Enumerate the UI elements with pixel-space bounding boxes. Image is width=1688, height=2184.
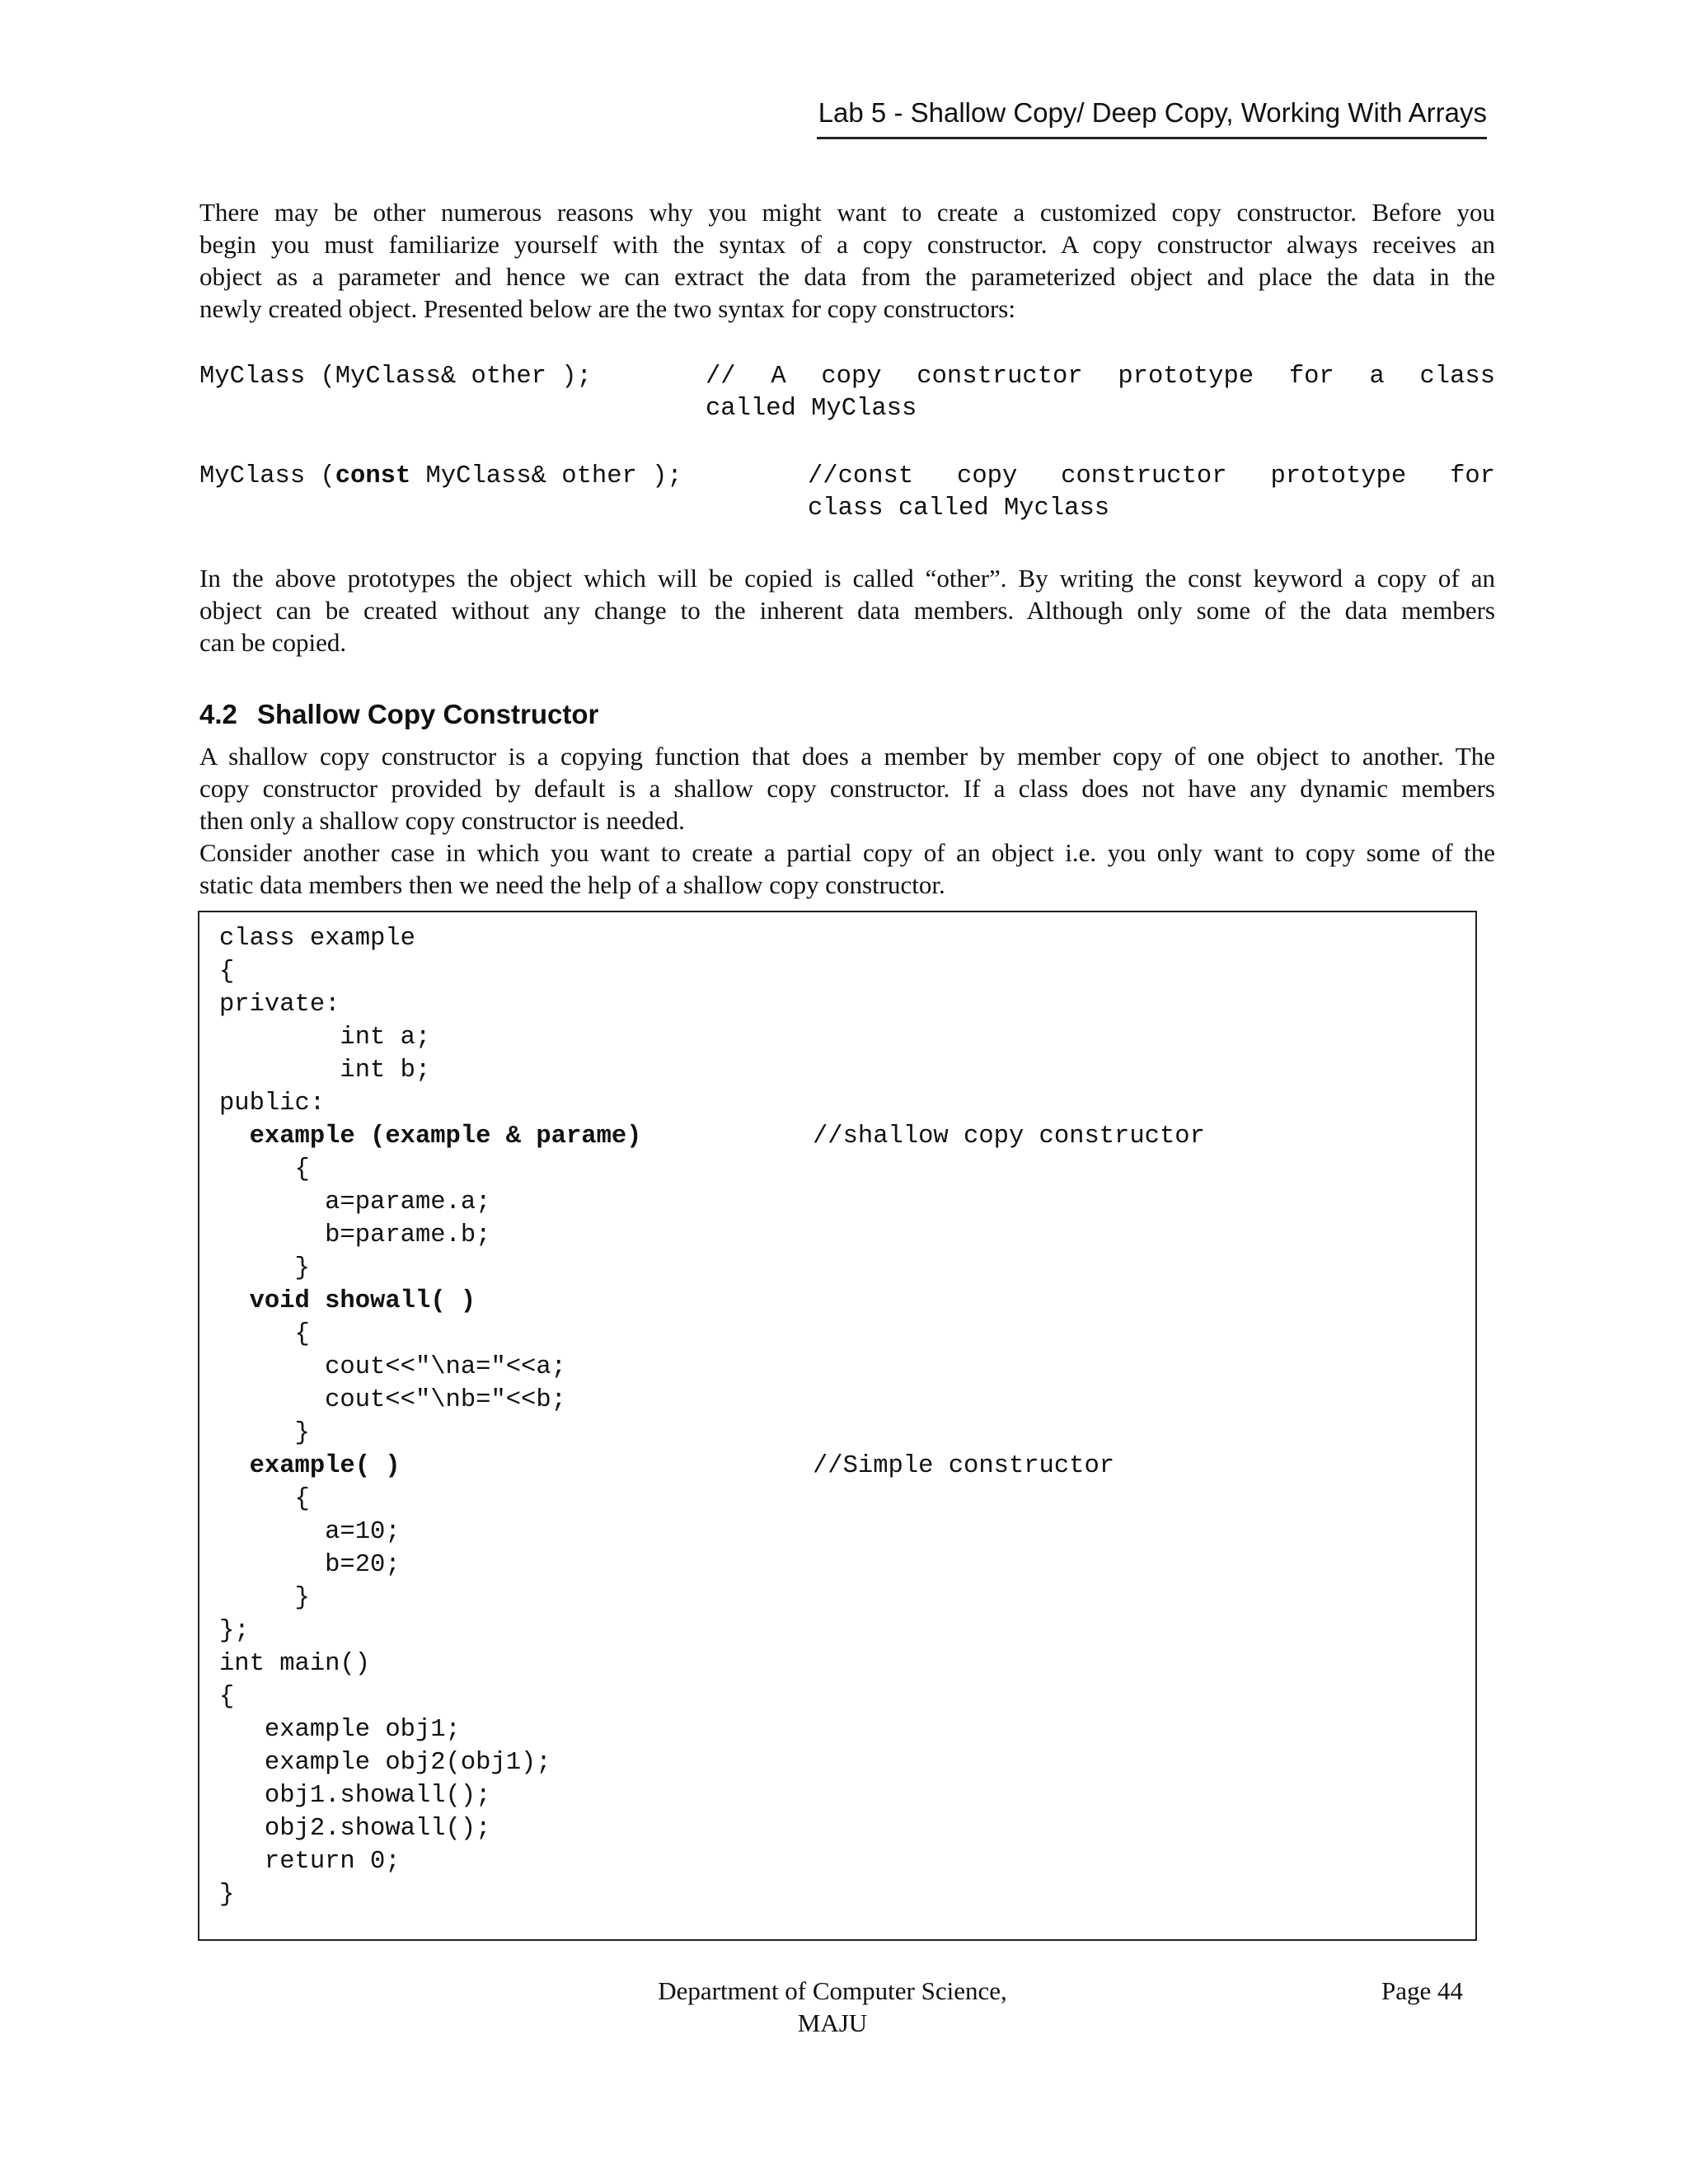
code-line (219, 1713, 641, 1746)
code-text: { (219, 1320, 310, 1348)
code-text: int main() (219, 1650, 371, 1678)
code-text: example obj2(obj1); (219, 1749, 551, 1777)
code-text: public: (219, 1090, 326, 1118)
code-line (219, 1845, 641, 1878)
code-comment: //Simple constructor (813, 1452, 1115, 1480)
code-text: a=10; (219, 1518, 401, 1546)
code-line (219, 1384, 641, 1417)
footer-department (585, 1975, 1080, 2039)
code-line (219, 1054, 641, 1087)
prototype-signature: MyClass (MyClass& other ); (199, 363, 592, 391)
text-line: Consider another case in which you want to create a partial copy of an object i.e. you only want to copy some of the (199, 838, 1495, 867)
code-text: int b; (219, 1057, 431, 1085)
code-text: a=parame.a; (219, 1188, 491, 1216)
code-text: } (219, 1584, 310, 1612)
page-number: Page 44 (1381, 1976, 1464, 2005)
code-text: { (219, 1683, 235, 1711)
code-line (219, 1746, 641, 1779)
code-comment: //shallow copy constructor (813, 1122, 1205, 1151)
code-line (219, 1351, 641, 1384)
text-line: There may be other numerous reasons why you might want to create a customized copy constructor. Before you (199, 198, 1495, 227)
code-text: void showall( ) (219, 1287, 476, 1315)
const-copy-constructor-prototype (199, 461, 1495, 527)
code-line (219, 1450, 1115, 1483)
text-line: In the above prototypes the object which will be copied is called “other”. By writing the const keyword a copy of an (199, 564, 1495, 593)
code-text: { (219, 1485, 310, 1513)
code-line (219, 1483, 641, 1516)
code-line (219, 1087, 641, 1120)
code-text: }; (219, 1617, 250, 1645)
code-line (219, 1647, 641, 1680)
text-line: can be copied. (199, 628, 347, 657)
code-text: private: (219, 991, 340, 1019)
text-line: begin you must familiarize yourself with the syntax of a copy constructor. A copy constructor always receives an (199, 230, 1495, 259)
code-text: } (219, 1254, 310, 1282)
code-line (219, 1285, 641, 1318)
text-line: static data members then we need the help of a shallow copy constructor. (199, 870, 945, 899)
text-line: A shallow copy constructor is a copying function that does a member by member copy of one object to another. The (199, 742, 1495, 771)
code-line (219, 1252, 641, 1285)
code-text: { (219, 958, 235, 986)
code-listing (219, 922, 1205, 1911)
code-listing-box (198, 911, 1477, 1941)
code-line (219, 1680, 641, 1713)
prototype-comment: // A copy constructor prototype for a class called MyClass (706, 363, 1495, 423)
code-text: obj2.showall(); (219, 1815, 491, 1843)
code-text: example obj1; (219, 1716, 461, 1744)
code-text: b=20; (219, 1551, 401, 1579)
code-line (219, 1549, 641, 1582)
code-line (219, 1318, 641, 1351)
code-line (219, 1219, 641, 1252)
code-line (219, 1186, 641, 1219)
code-line (219, 1779, 641, 1812)
code-line (219, 955, 641, 988)
footer-department-line: MAJU (797, 2008, 868, 2037)
code-text: return 0; (219, 1848, 401, 1876)
code-text: class example (219, 925, 415, 953)
code-line (219, 1021, 641, 1054)
explanation-paragraph (199, 562, 1495, 658)
code-text: cout<<"\na="<<a; (219, 1353, 566, 1381)
copy-constructor-prototype (199, 361, 1495, 427)
section-number: 4.2 (199, 699, 237, 729)
code-line (219, 1417, 641, 1450)
code-text: } (219, 1419, 310, 1447)
intro-paragraph (199, 196, 1495, 325)
prototype-comment: //const copy constructor prototype for class called Myclass (808, 462, 1495, 523)
text-line: then only a shallow copy constructor is needed. (199, 806, 685, 835)
code-line (219, 1153, 641, 1186)
section-heading (199, 699, 598, 730)
code-line (219, 922, 641, 955)
section-paragraph (199, 740, 1495, 901)
section-title: Shallow Copy Constructor (257, 699, 599, 729)
text-line: object as a parameter and hence we can extract the data from the parameterized object and place the data in the (199, 262, 1495, 291)
prototype-signature: MyClass (const MyClass& other ); (199, 462, 682, 490)
code-line (219, 1878, 641, 1911)
code-line (219, 1812, 641, 1845)
code-line (219, 1516, 641, 1549)
code-text: cout<<"\nb="<<b; (219, 1386, 566, 1414)
code-text: } (219, 1881, 235, 1909)
code-text: example( ) (219, 1452, 401, 1480)
code-text: example (example & parame) (219, 1122, 642, 1151)
code-line (219, 1615, 641, 1647)
code-text: { (219, 1155, 310, 1183)
text-line: newly created object. Presented below are the two syntax for copy constructors: (199, 294, 1015, 323)
code-text: obj1.showall(); (219, 1782, 491, 1810)
text-line: copy constructor provided by default is a shallow copy constructor. If a class does not have any dynamic members (199, 774, 1495, 803)
code-text: int a; (219, 1024, 431, 1052)
code-text: b=parame.b; (219, 1221, 491, 1249)
page-header: Lab 5 - Shallow Copy/ Deep Copy, Working With Arrays (817, 97, 1487, 139)
code-line (219, 1582, 641, 1615)
code-line (219, 988, 641, 1021)
footer-department-line: Department of Computer Science, (658, 1976, 1007, 2005)
text-line: object can be created without any change to the inherent data members. Although only some of the data members (199, 596, 1495, 625)
code-line (219, 1120, 1205, 1153)
